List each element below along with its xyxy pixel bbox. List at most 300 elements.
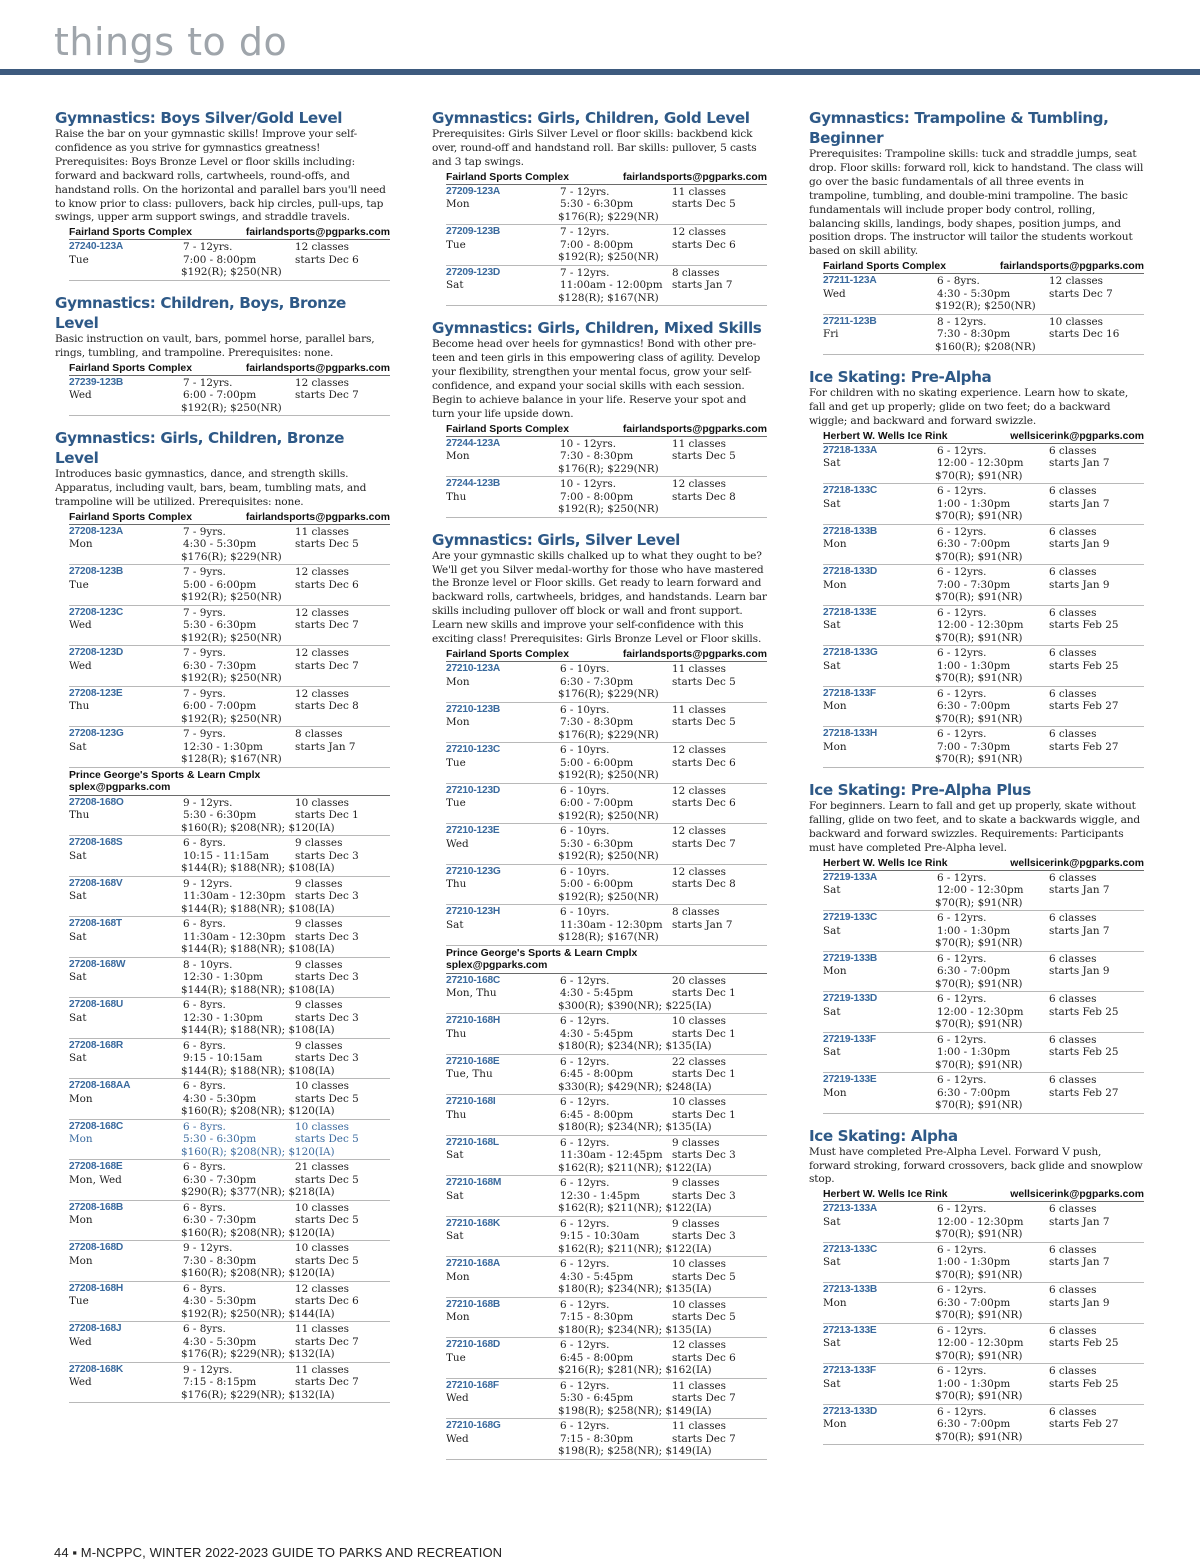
- class-code[interactable]: 27208-168S: [69, 837, 123, 849]
- class-age: 6 - 8yrs.: [183, 1161, 226, 1174]
- class-schedule-cell: [1049, 688, 1144, 726]
- class-code[interactable]: 27210-168E: [446, 1055, 500, 1067]
- class-price: $128(R); $167(NR): [181, 753, 282, 766]
- class-start: starts Feb 25: [1049, 1377, 1119, 1390]
- class-day: Sat: [446, 1230, 464, 1242]
- class-day: Thu: [69, 700, 90, 713]
- class-day: Mon: [69, 538, 93, 551]
- class-day: Wed: [446, 837, 469, 850]
- class-schedule-cell: [1049, 1284, 1144, 1322]
- class-count: 6 classes: [1049, 1405, 1097, 1418]
- class-row: [69, 1201, 390, 1242]
- class-age: 6 - 8yrs.: [183, 1323, 226, 1336]
- class-details-cell: [560, 866, 672, 904]
- class-code[interactable]: 27219-133F: [823, 1033, 876, 1045]
- class-price: $290(R); $377(NR); $218(IA): [181, 1186, 335, 1199]
- class-id-cell: [823, 275, 937, 313]
- venue-table: [69, 769, 390, 1404]
- class-schedule-cell: [295, 1283, 390, 1321]
- class-row: [446, 703, 767, 744]
- class-start: starts Jan 9: [1049, 1296, 1110, 1309]
- class-day: Mon: [69, 1214, 93, 1227]
- class-code[interactable]: 27210-123H: [446, 906, 501, 917]
- class-day: Mon: [823, 1296, 847, 1309]
- class-time: 6:30 - 7:00pm: [937, 965, 1011, 978]
- class-code[interactable]: 27211-123B: [823, 315, 877, 327]
- class-day: Fri: [823, 328, 839, 341]
- class-code[interactable]: 27213-133A: [823, 1203, 878, 1215]
- class-count: 9 classes: [295, 999, 343, 1012]
- class-row: [446, 185, 767, 226]
- class-code[interactable]: 27219-133D: [823, 993, 878, 1005]
- class-code[interactable]: 27208-168W: [69, 958, 126, 970]
- class-time: 12:30 - 1:30pm: [183, 971, 263, 984]
- class-row: [446, 743, 767, 784]
- class-code[interactable]: 27210-123E: [446, 825, 500, 836]
- venue-name: Fairland Sports Complex: [69, 511, 192, 523]
- venue-table: [69, 226, 390, 281]
- class-schedule-cell: [672, 1380, 767, 1418]
- class-row: [69, 565, 390, 606]
- class-count: 6 classes: [1049, 1324, 1097, 1337]
- class-day: Tue, Thu: [446, 1068, 493, 1080]
- class-id-cell: [446, 975, 560, 1013]
- class-price: $162(R); $211(NR); $122(IA): [558, 1161, 712, 1174]
- section-title: Gymnastics: Trampoline & Tumbling, Beginner: [809, 109, 1109, 147]
- class-age: 6 - 10yrs.: [560, 865, 610, 878]
- class-time: 7:00 - 7:30pm: [937, 578, 1011, 591]
- class-row: [823, 952, 1144, 993]
- class-age: 9 - 12yrs.: [183, 1242, 233, 1255]
- class-code[interactable]: 27208-168U: [69, 999, 124, 1011]
- class-day: Sat: [69, 849, 87, 862]
- class-count: 6 classes: [1049, 647, 1097, 660]
- class-section: [432, 108, 767, 306]
- class-id-cell: [69, 607, 183, 645]
- class-code[interactable]: 27219-133A: [823, 871, 878, 883]
- class-price: $144(R); $188(NR); $108(IA): [181, 1064, 335, 1077]
- class-id-cell: [446, 1380, 560, 1418]
- class-price: $70(R); $91(NR): [935, 1309, 1023, 1322]
- class-count: 9 classes: [295, 918, 343, 931]
- class-price: $70(R); $91(NR): [935, 672, 1023, 685]
- class-day: Sat: [446, 1189, 464, 1202]
- class-age: 6 - 12yrs.: [937, 1203, 987, 1216]
- venue-header: [446, 947, 767, 974]
- class-code[interactable]: 27208-168J: [69, 1323, 122, 1335]
- class-start: starts Dec 5: [295, 1133, 359, 1146]
- venue-email[interactable]: splex@pgparks.com: [69, 781, 171, 793]
- class-code[interactable]: 27208-123G: [69, 728, 124, 740]
- class-start: starts Dec 1: [672, 1108, 736, 1121]
- class-price: $70(R); $91(NR): [935, 1430, 1023, 1443]
- class-row: [69, 687, 390, 728]
- venue-name: Herbert W. Wells Ice Rink: [823, 1189, 948, 1201]
- section-description: Prerequisites: Girls Silver Level or floor skills: backbend kick over, round-off and handstand roll. Bar skills: pullover, 5 casts and 3 tap swings.: [432, 128, 757, 168]
- class-code[interactable]: 27208-168C: [69, 1120, 124, 1132]
- venue-name: Herbert W. Wells Ice Rink: [823, 857, 948, 869]
- class-row: [69, 1160, 390, 1201]
- class-day: Thu: [446, 490, 467, 503]
- class-day: Sat: [823, 1377, 841, 1390]
- class-day: Sat: [823, 659, 841, 672]
- class-age: 6 - 12yrs.: [937, 1033, 987, 1046]
- class-code[interactable]: 27208-168R: [69, 1039, 124, 1051]
- class-code[interactable]: 27218-133A: [823, 444, 878, 456]
- class-code[interactable]: 27208-168V: [69, 877, 123, 889]
- class-row: [69, 998, 390, 1039]
- class-price: $70(R); $91(NR): [935, 469, 1023, 482]
- class-section: [432, 318, 767, 517]
- class-start: starts Dec 5: [295, 1254, 359, 1267]
- class-age: 6 - 12yrs.: [560, 1258, 610, 1270]
- venue-email[interactable]: fairlandsports@pgparks.com: [245, 362, 390, 374]
- class-schedule-cell: [295, 728, 390, 766]
- class-start: starts Dec 5: [295, 1092, 359, 1105]
- class-code[interactable]: 27210-168M: [446, 1177, 502, 1188]
- class-time: 7:30 - 8:30pm: [183, 1254, 257, 1267]
- class-price: $70(R); $91(NR): [935, 896, 1023, 909]
- class-age: 6 - 10yrs.: [560, 744, 610, 756]
- class-price: $192(R); $250(NR): [181, 591, 282, 604]
- class-code[interactable]: 27210-168D: [446, 1339, 501, 1350]
- class-schedule-cell: [1049, 872, 1144, 910]
- class-price: $176(R); $229(NR): [558, 210, 659, 223]
- class-code[interactable]: 27213-133C: [823, 1243, 878, 1255]
- class-day: Tue: [69, 253, 89, 266]
- section-description: Introduces basic gymnastics, dance, and strength skills. Apparatus, including vault, bars, beam, tumbling mats, and trampoline will be utilized. Prerequisites: none.: [55, 468, 367, 508]
- class-time: 1:00 - 1:30pm: [937, 1377, 1011, 1390]
- class-age: 6 - 12yrs.: [937, 1324, 987, 1337]
- class-id-cell: [823, 566, 937, 604]
- class-age: 6 - 10yrs.: [560, 663, 610, 675]
- class-time: 11:30am - 12:30pm: [183, 890, 286, 903]
- class-schedule-cell: [295, 607, 390, 645]
- class-details-cell: [560, 663, 672, 701]
- class-code[interactable]: 27218-133B: [823, 525, 878, 537]
- class-row: [446, 1338, 767, 1379]
- class-details-cell: [560, 267, 672, 305]
- class-code[interactable]: 27240-123A: [69, 241, 124, 253]
- class-day: Sat: [823, 457, 841, 470]
- class-day: Wed: [823, 287, 846, 300]
- class-id-cell: [446, 1218, 560, 1256]
- class-schedule-cell: [672, 1177, 767, 1215]
- class-start: starts Dec 5: [295, 1173, 359, 1186]
- class-code[interactable]: 27213-133F: [823, 1365, 876, 1377]
- class-schedule-cell: [672, 478, 767, 516]
- class-price: $180(R); $234(NR); $135(IA): [558, 1121, 712, 1133]
- class-code[interactable]: 27208-168B: [69, 1201, 124, 1213]
- class-age: 6 - 12yrs.: [937, 1243, 987, 1256]
- section-description: Prerequisites: Trampoline skills: tuck and straddle jumps, seat drop. Floor skills: forward roll, kick to handstand. The class will go over the basic fundamentals of all three events in trampoline, tumbling, and double-mini trampoline. The basic fundamentals will include proper body control, rolling, balancing skills, landings, body shapes, position jumps, and position drops. The instructor will tailor the students workout based on skill ability.: [809, 148, 1144, 258]
- class-code[interactable]: 27219-133C: [823, 912, 878, 924]
- section-title: Gymnastics: Children, Boys, Bronze Level: [55, 293, 346, 332]
- class-price: $176(R); $229(NR): [558, 688, 659, 700]
- class-row: [823, 871, 1144, 912]
- class-code[interactable]: 27208-123D: [69, 647, 124, 659]
- class-row: [823, 1202, 1144, 1243]
- class-id-cell: [446, 744, 560, 782]
- class-code[interactable]: 27210-168K: [446, 1217, 501, 1229]
- class-row: [69, 1241, 390, 1282]
- class-id-cell: [823, 1406, 937, 1444]
- class-code[interactable]: 27210-168I: [446, 1096, 496, 1107]
- class-count: 10 classes: [1049, 315, 1104, 328]
- class-day: Sat: [69, 971, 87, 984]
- class-id-cell: [446, 1258, 560, 1296]
- class-age: 6 - 10yrs.: [560, 906, 610, 918]
- venue-email[interactable]: fairlandsports@pgparks.com: [622, 423, 767, 435]
- class-row: [446, 824, 767, 865]
- class-price: $192(R); $250(NR); $144(IA): [181, 1307, 335, 1320]
- class-age: 6 - 8yrs.: [937, 275, 980, 288]
- class-id-cell: [69, 1040, 183, 1078]
- class-start: starts Feb 27: [1049, 1086, 1119, 1099]
- class-schedule-cell: [295, 1364, 390, 1402]
- class-count: 10 classes: [295, 1120, 350, 1133]
- class-time: 7:00 - 8:00pm: [560, 238, 634, 251]
- venue-email[interactable]: fairlandsports@pgparks.com: [245, 511, 390, 523]
- class-time: 5:00 - 6:00pm: [560, 756, 634, 769]
- venue-header: [69, 362, 390, 376]
- class-code[interactable]: 27208-123A: [69, 525, 124, 537]
- class-id-cell: [446, 1015, 560, 1053]
- class-code[interactable]: 27208-123E: [69, 687, 123, 699]
- venue-email[interactable]: splex@pgparks.com: [446, 959, 548, 971]
- class-code[interactable]: 27210-168G: [446, 1420, 501, 1431]
- class-count: 9 classes: [295, 958, 343, 971]
- class-code[interactable]: 27208-168D: [69, 1242, 124, 1254]
- class-price: $70(R); $91(NR): [935, 1349, 1023, 1362]
- class-details-cell: [937, 1074, 1049, 1112]
- class-time: 11:30am - 12:30pm: [560, 918, 663, 931]
- class-time: 5:00 - 6:00pm: [183, 578, 257, 591]
- class-row: [446, 1419, 767, 1460]
- venue-email[interactable]: wellsicerink@pgparks.com: [1010, 857, 1144, 869]
- class-code[interactable]: 27210-168A: [446, 1258, 501, 1269]
- class-price: $180(R); $234(NR); $135(IA): [558, 1323, 712, 1336]
- class-time: 6:30 - 7:00pm: [937, 1418, 1011, 1431]
- class-code[interactable]: 27208-168K: [69, 1363, 124, 1375]
- class-price: $192(R); $250(NR): [181, 712, 282, 725]
- class-price: $176(R); $229(NR): [181, 550, 282, 563]
- class-details-cell: [560, 906, 672, 944]
- class-age: 6 - 12yrs.: [560, 1015, 610, 1027]
- class-code[interactable]: 27239-123B: [69, 376, 124, 388]
- class-schedule-cell: [672, 226, 767, 264]
- class-code[interactable]: 27218-133D: [823, 566, 878, 578]
- class-id-cell: [69, 797, 183, 835]
- class-count: 12 classes: [295, 647, 350, 660]
- class-schedule-cell: [1049, 1074, 1144, 1112]
- class-code[interactable]: 27210-123D: [446, 784, 501, 796]
- class-time: 4:30 - 5:45pm: [560, 987, 634, 999]
- class-count: 9 classes: [672, 1217, 720, 1230]
- class-details-cell: [937, 1406, 1049, 1444]
- class-age: 6 - 12yrs.: [560, 1420, 610, 1432]
- class-id-cell: [69, 1323, 183, 1361]
- class-code[interactable]: 27219-133B: [823, 952, 878, 964]
- class-code[interactable]: 27218-133H: [823, 728, 878, 740]
- class-count: 6 classes: [1049, 444, 1097, 457]
- venue-email[interactable]: fairlandsports@pgparks.com: [999, 261, 1144, 273]
- class-price: $176(R); $229(NR); $132(IA): [181, 1388, 335, 1401]
- class-count: 6 classes: [1049, 1284, 1097, 1297]
- class-code[interactable]: 27210-168B: [446, 1298, 501, 1310]
- class-section: [55, 293, 390, 416]
- class-age: 7 - 12yrs.: [560, 266, 610, 279]
- class-age: 7 - 9yrs.: [183, 728, 226, 741]
- class-code[interactable]: 27213-133E: [823, 1324, 877, 1336]
- class-start: starts Feb 25: [1049, 659, 1119, 672]
- class-row: [69, 646, 390, 687]
- class-time: 12:00 - 12:30pm: [937, 619, 1024, 632]
- class-price: $192(R); $250(NR): [558, 809, 659, 822]
- venue-email[interactable]: wellsicerink@pgparks.com: [1010, 1189, 1144, 1201]
- class-code[interactable]: 27219-133E: [823, 1074, 877, 1086]
- class-code[interactable]: 27213-133D: [823, 1405, 878, 1417]
- class-details-cell: [560, 186, 672, 224]
- class-row: [69, 240, 390, 281]
- class-code[interactable]: 27218-133C: [823, 485, 878, 497]
- class-row: [823, 565, 1144, 606]
- class-id-cell: [446, 1096, 560, 1134]
- class-code[interactable]: 27213-133B: [823, 1284, 878, 1296]
- class-id-cell: [446, 226, 560, 264]
- class-count: 9 classes: [295, 1039, 343, 1052]
- class-start: starts Jan 7: [295, 740, 356, 753]
- class-schedule-cell: [1049, 728, 1144, 766]
- venue-email[interactable]: fairlandsports@pgparks.com: [245, 227, 390, 239]
- class-age: 6 - 12yrs.: [937, 566, 987, 579]
- class-code[interactable]: 27210-123C: [446, 744, 501, 755]
- class-day: Tue: [446, 756, 466, 769]
- venue-email[interactable]: wellsicerink@pgparks.com: [1010, 430, 1144, 442]
- class-code[interactable]: 27208-123B: [69, 566, 124, 578]
- class-age: 6 - 12yrs.: [560, 1136, 610, 1149]
- venue-email[interactable]: fairlandsports@pgparks.com: [622, 649, 767, 660]
- class-row: [69, 376, 390, 417]
- class-id-cell: [823, 872, 937, 910]
- class-code[interactable]: 27210-168C: [446, 974, 501, 986]
- class-code[interactable]: 27210-123B: [446, 703, 501, 715]
- class-price: $198(R); $258(NR); $149(IA): [558, 1445, 712, 1457]
- class-day: Mon: [823, 700, 847, 713]
- class-schedule-cell: [1049, 1244, 1144, 1282]
- class-day: Mon: [69, 1254, 93, 1267]
- class-row: [69, 525, 390, 566]
- class-id-cell: [823, 993, 937, 1031]
- class-code[interactable]: 27211-123A: [823, 275, 877, 287]
- class-age: 6 - 8yrs.: [183, 837, 226, 850]
- class-count: 10 classes: [295, 1201, 350, 1214]
- class-id-cell: [823, 1074, 937, 1112]
- class-row: [446, 1014, 767, 1055]
- class-day: Sat: [69, 1052, 87, 1065]
- class-price: $192(R); $250(NR): [181, 266, 282, 279]
- class-time: 5:30 - 6:30pm: [183, 619, 257, 632]
- class-code[interactable]: 27218-133E: [823, 606, 877, 618]
- class-id-cell: [446, 1420, 560, 1458]
- class-time: 6:00 - 7:00pm: [183, 700, 257, 713]
- class-code[interactable]: 27208-123C: [69, 606, 124, 618]
- class-count: 11 classes: [672, 185, 727, 198]
- class-age: 9 - 12yrs.: [183, 877, 233, 890]
- class-id-cell: [823, 728, 937, 766]
- class-code[interactable]: 27210-168H: [446, 1015, 501, 1026]
- class-start: starts Feb 27: [1049, 1418, 1119, 1431]
- class-id-cell: [446, 267, 560, 305]
- class-schedule-cell: [672, 866, 767, 904]
- class-code[interactable]: 27208-168AA: [69, 1080, 131, 1092]
- class-code[interactable]: 27210-168L: [446, 1136, 499, 1148]
- column-3: [809, 108, 1144, 1457]
- class-code[interactable]: 27208-168H: [69, 1282, 124, 1294]
- class-id-cell: [69, 241, 183, 279]
- class-age: 6 - 8yrs.: [183, 999, 226, 1012]
- class-price: $192(R); $250(NR): [558, 503, 659, 516]
- class-price: $70(R); $91(NR): [935, 1099, 1023, 1112]
- venue-email[interactable]: fairlandsports@pgparks.com: [622, 171, 767, 183]
- class-id-cell: [446, 663, 560, 701]
- class-id-cell: [823, 953, 937, 991]
- class-code[interactable]: 27218-133G: [823, 647, 878, 659]
- class-schedule-cell: [1049, 316, 1144, 354]
- class-schedule-cell: [672, 1420, 767, 1458]
- class-age: 6 - 12yrs.: [937, 444, 987, 457]
- class-code[interactable]: 27218-133F: [823, 687, 876, 699]
- class-day: Sat: [69, 1011, 87, 1024]
- class-schedule-cell: [295, 1202, 390, 1240]
- class-count: 6 classes: [1049, 1203, 1097, 1216]
- class-code[interactable]: 27244-123B: [446, 478, 501, 490]
- class-code[interactable]: 27210-123G: [446, 865, 501, 877]
- class-schedule-cell: [295, 1161, 390, 1199]
- class-day: Mon: [823, 965, 847, 978]
- class-row: [823, 992, 1144, 1033]
- class-day: Mon: [69, 1133, 93, 1146]
- class-code[interactable]: 27208-168E: [69, 1161, 123, 1173]
- class-time: 6:30 - 7:30pm: [183, 1214, 257, 1227]
- class-time: 5:30 - 6:45pm: [560, 1392, 634, 1404]
- class-code[interactable]: 27210-168F: [446, 1379, 499, 1391]
- class-day: Tue: [446, 797, 466, 809]
- class-details-cell: [937, 1284, 1049, 1322]
- class-code[interactable]: 27208-168O: [69, 796, 124, 808]
- class-schedule-cell: [672, 663, 767, 701]
- class-start: starts Dec 3: [295, 1052, 359, 1065]
- class-code[interactable]: 27210-123A: [446, 663, 501, 674]
- class-code[interactable]: 27209-123A: [446, 185, 501, 197]
- class-code[interactable]: 27209-123D: [446, 266, 501, 278]
- class-id-cell: [69, 1283, 183, 1321]
- class-code[interactable]: 27209-123B: [446, 226, 501, 238]
- class-age: 6 - 12yrs.: [937, 728, 987, 741]
- class-schedule-cell: [295, 1323, 390, 1361]
- class-start: starts Jan 7: [1049, 457, 1110, 470]
- class-id-cell: [69, 999, 183, 1037]
- class-code[interactable]: 27244-123A: [446, 437, 501, 449]
- class-id-cell: [446, 1177, 560, 1215]
- class-time: 5:30 - 6:30pm: [560, 837, 634, 850]
- class-count: 8 classes: [295, 728, 343, 741]
- class-time: 12:30 - 1:30pm: [183, 1011, 263, 1024]
- class-time: 4:30 - 5:45pm: [560, 1270, 634, 1283]
- class-details-cell: [937, 1365, 1049, 1403]
- class-code[interactable]: 27208-168T: [69, 918, 122, 930]
- class-count: 12 classes: [672, 1339, 727, 1351]
